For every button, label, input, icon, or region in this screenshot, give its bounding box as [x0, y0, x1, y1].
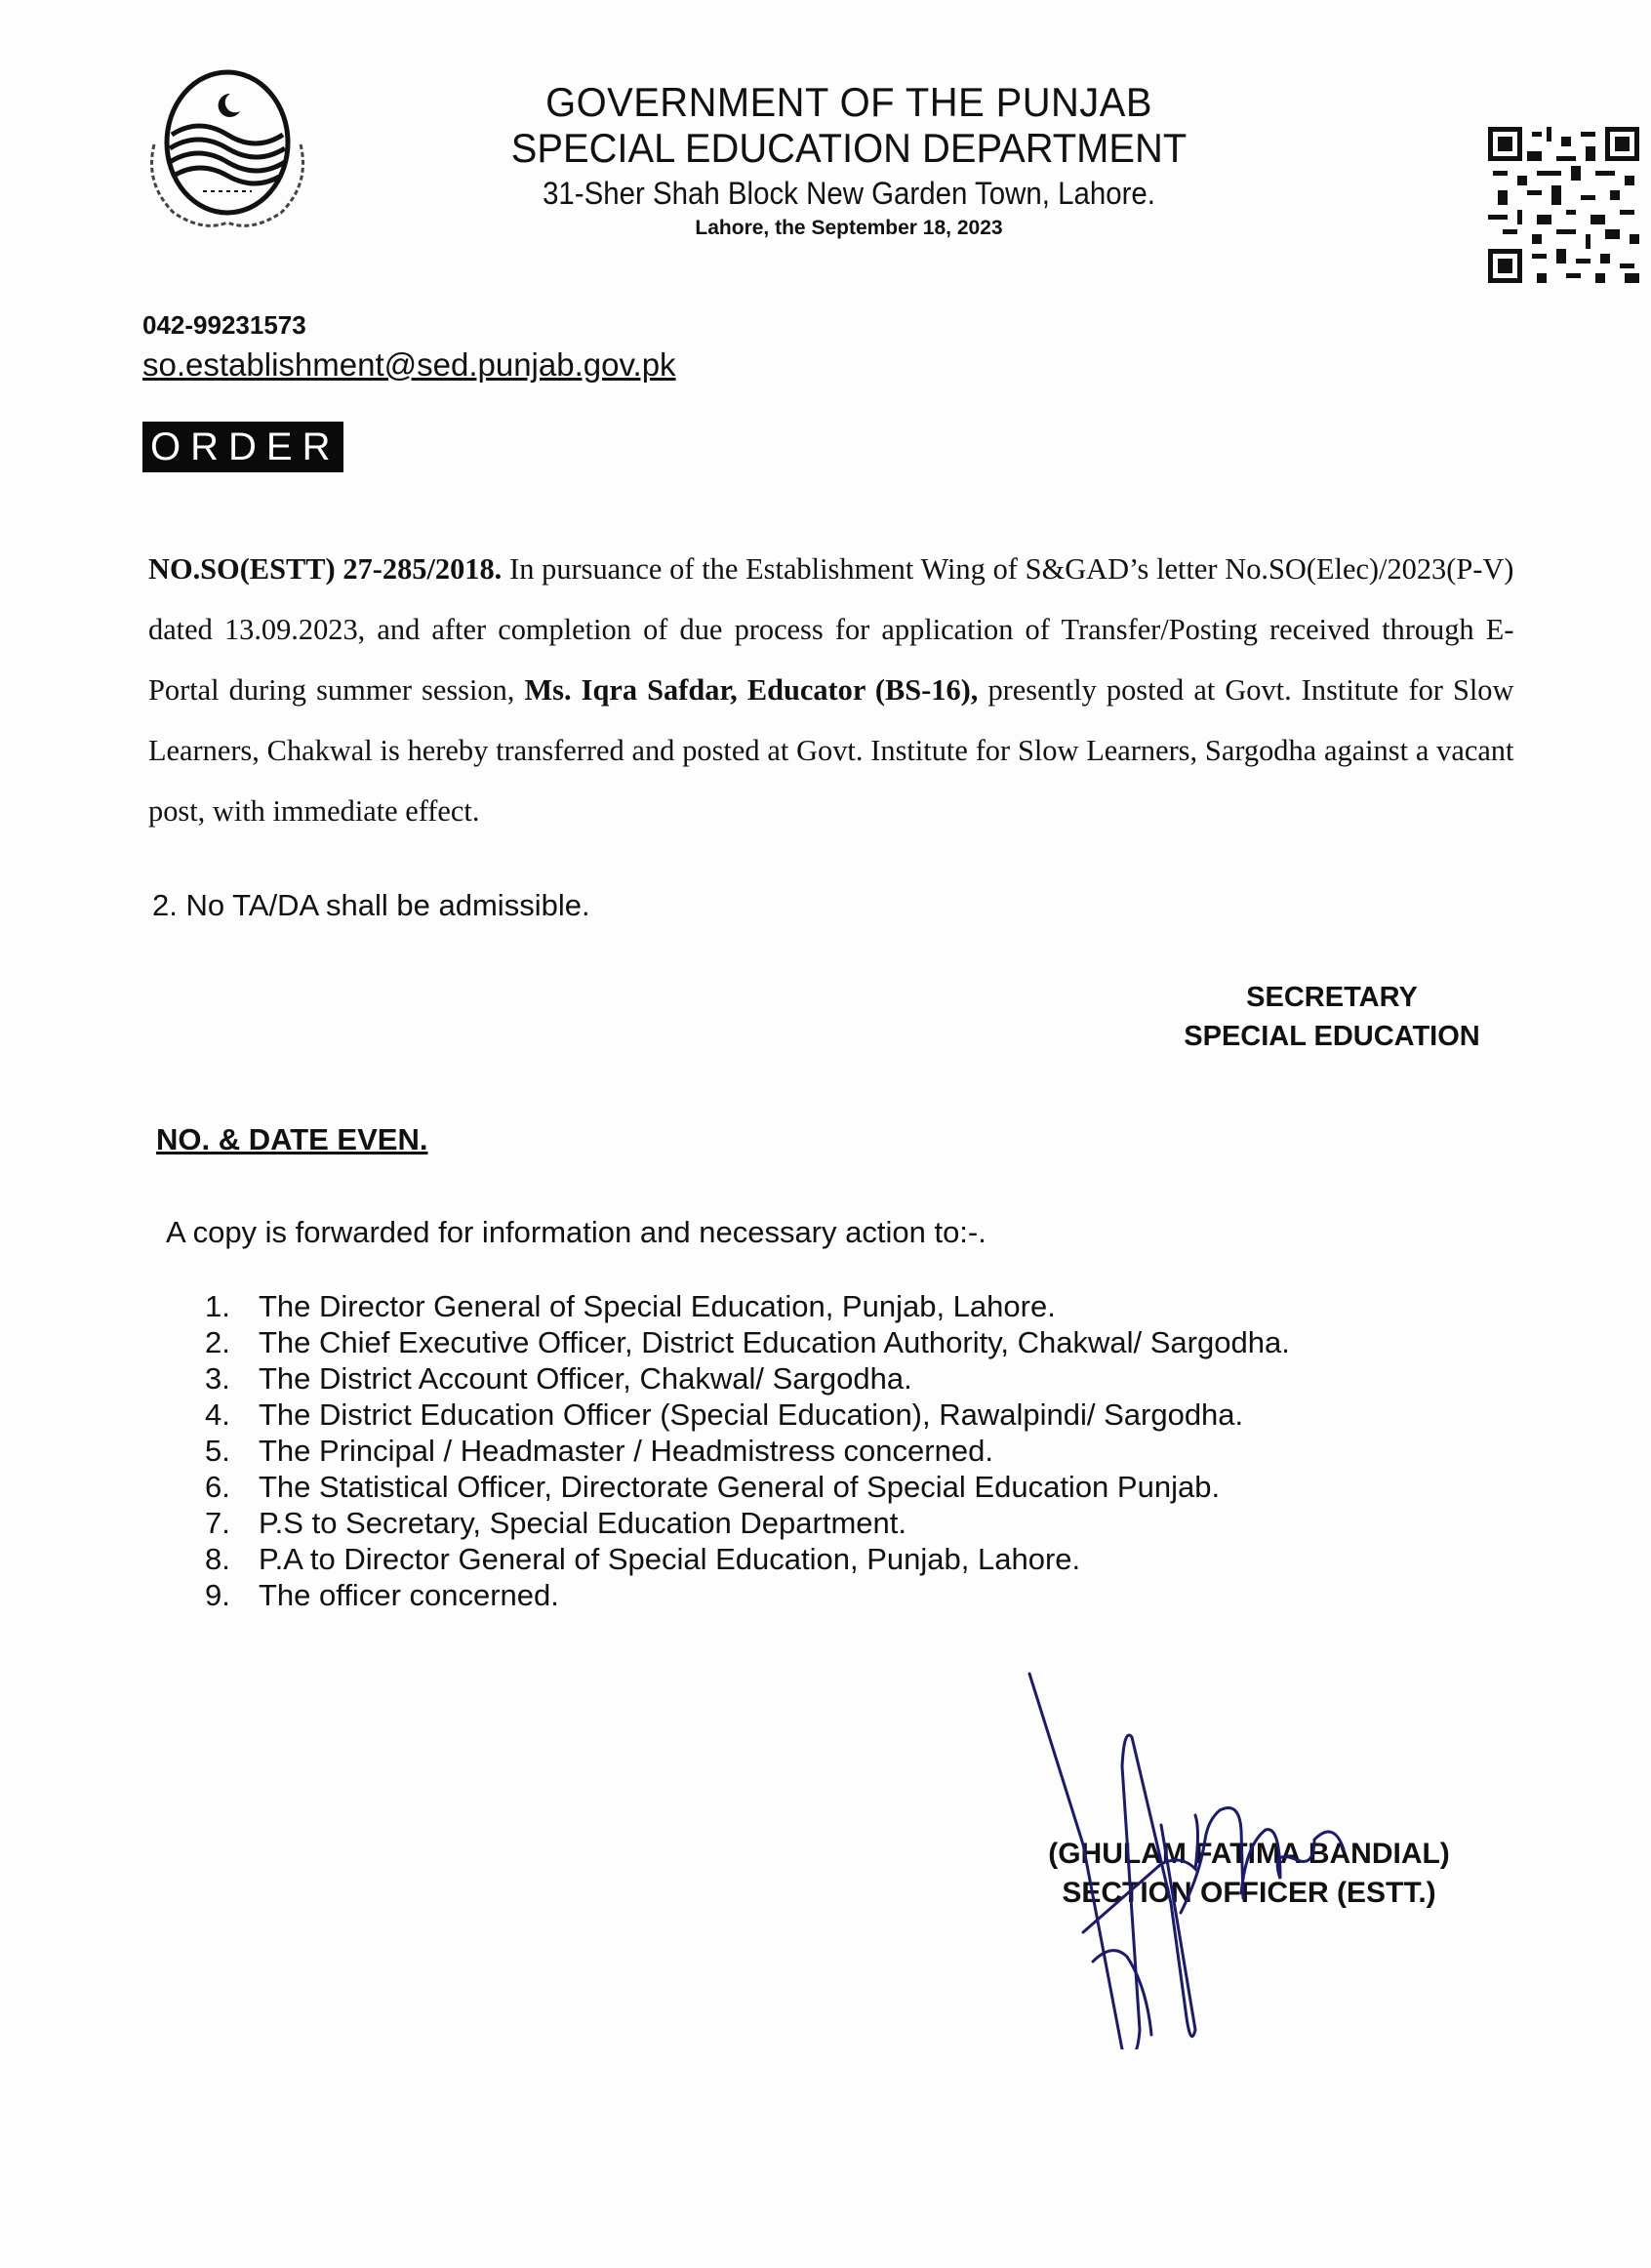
- item-number: 1.: [205, 1289, 230, 1323]
- department-address: 31-Sher Shah Block New Garden Town, Lahore.: [543, 176, 1155, 211]
- list-item: [205, 1505, 1290, 1541]
- item-number: 6.: [205, 1470, 230, 1504]
- signatory-name: (GHULAM FATIMA BANDIAL): [1048, 1838, 1450, 1870]
- item-number: 8.: [205, 1542, 230, 1576]
- list-item: [205, 1577, 1290, 1613]
- item-text: The Principal / Headmaster / Headmistress concerned.: [259, 1434, 993, 1468]
- list-item: [205, 1288, 1290, 1324]
- issuer-department: SPECIAL EDUCATION: [1184, 1021, 1480, 1052]
- list-item: [205, 1324, 1290, 1360]
- no-date-even-heading: NO. & DATE EVEN.: [156, 1122, 428, 1156]
- department-title: SPECIAL EDUCATION DEPARTMENT: [510, 125, 1188, 171]
- signature-icon: [1015, 1659, 1366, 2049]
- item-number: 5.: [205, 1434, 230, 1468]
- list-item: [205, 1360, 1290, 1397]
- item-number: 4.: [205, 1397, 230, 1432]
- item-text: P.S to Secretary, Special Education Department.: [259, 1506, 906, 1540]
- item-text: The District Education Officer (Special Education), Rawalpindi/ Sargodha.: [259, 1397, 1244, 1432]
- item-number: 9.: [205, 1578, 230, 1612]
- item-text: The Director General of Special Education, Punjab, Lahore.: [259, 1289, 1056, 1323]
- item-number: 2.: [205, 1325, 230, 1359]
- item-text: The District Account Officer, Chakwal/ Sargodha.: [259, 1361, 912, 1396]
- email-link[interactable]: so.establishment@sed.punjab.gov.pk: [142, 346, 676, 383]
- item-text: P.A to Director General of Special Education, Punjab, Lahore.: [259, 1542, 1081, 1576]
- list-item: [205, 1433, 1290, 1469]
- letterhead: [449, 80, 1249, 242]
- item-number: 3.: [205, 1361, 230, 1396]
- order-text-b: presently posted at Govt. Institute for Slow Learners, Chakwal is hereby transferred and posted at Govt. Institute for Slow Learners, Sargodha against a vacant post, with immediate effect.: [148, 672, 1514, 828]
- order-text-a: In pursuance of the Establishment Wing of S&GAD’s letter No.SO(Elec)/2023(P-V) dated 13.09.2023, and after completion of due process for application of Transfer/Posting received through E-Portal during summer session,: [148, 551, 1514, 707]
- issuer-title: SECRETARY: [1246, 982, 1418, 1013]
- issuer-block: [1122, 978, 1542, 1056]
- forwarding-intro: A copy is forwarded for information and necessary action to:-.: [166, 1215, 987, 1249]
- item-number: 7.: [205, 1506, 230, 1540]
- letter-date: Lahore, the September 18, 2023: [695, 217, 1003, 239]
- phone-number: 042-99231573: [142, 310, 306, 340]
- signatory-title: SECTION OFFICER (ESTT.): [1062, 1877, 1436, 1909]
- government-title: GOVERNMENT OF THE PUNJAB: [545, 79, 1152, 125]
- item-text: The Statistical Officer, Directorate General of Special Education Punjab.: [259, 1470, 1221, 1504]
- employee-name: Ms. Iqra Safdar, Educator (BS-16),: [524, 672, 979, 707]
- list-item: [205, 1541, 1290, 1577]
- order-body: [148, 539, 1513, 841]
- list-item: [205, 1397, 1290, 1433]
- reference-number: NO.SO(ESTT) 27-285/2018.: [148, 551, 503, 586]
- recipient-list: [205, 1288, 1290, 1613]
- punjab-emblem-icon: [125, 66, 330, 232]
- order-label: ORDER: [142, 422, 343, 472]
- order-point-2: 2. No TA/DA shall be admissible.: [152, 888, 590, 922]
- item-text: The officer concerned.: [259, 1578, 559, 1612]
- qr-code-icon: [1488, 127, 1639, 283]
- item-text: The Chief Executive Officer, District Education Authority, Chakwal/ Sargodha.: [259, 1325, 1290, 1359]
- list-item: [205, 1469, 1290, 1505]
